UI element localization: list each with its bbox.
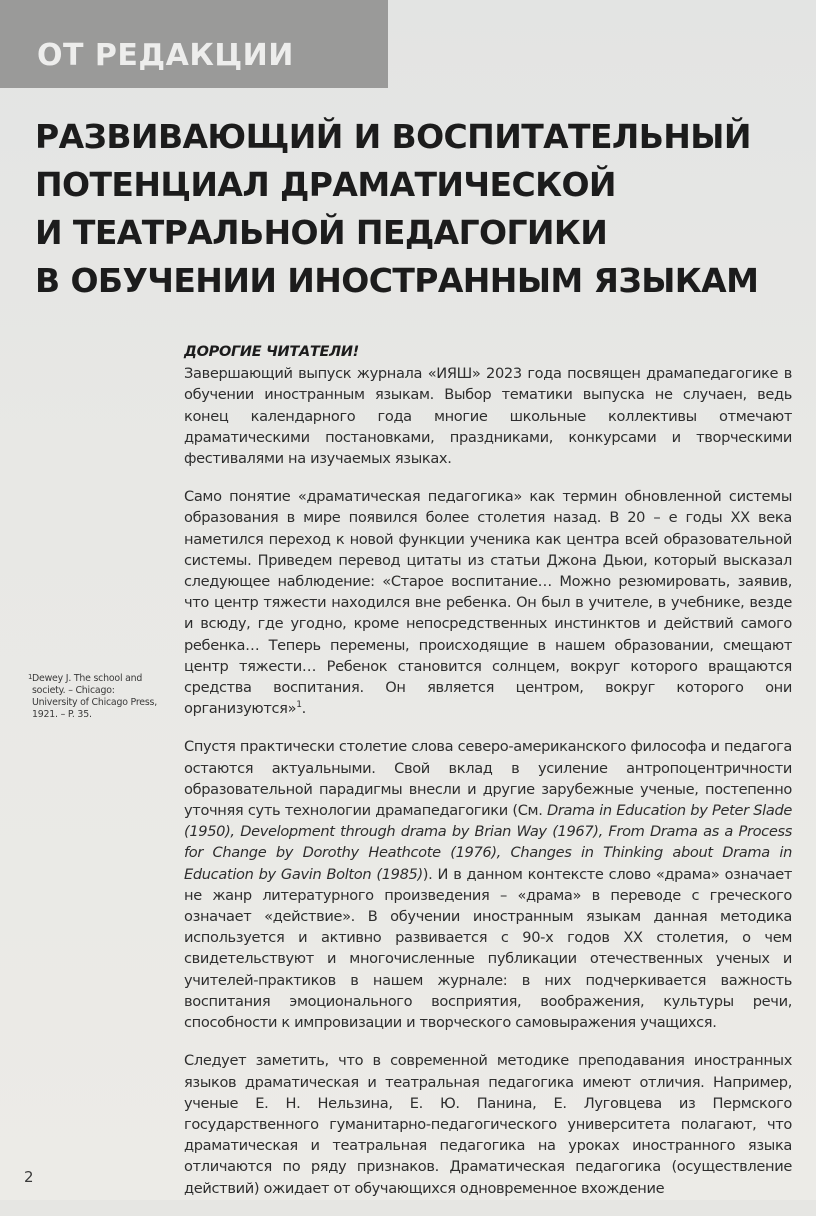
paragraph-text: Само понятие «драматическая педагогика» как термин обновленной системы образования в мире появился более столетия назад. В 20 – е годы XX века наметился переход к новой функции ученика как центра всей образовательной системы. Приведем перевод цитаты из статьи Джона Дьюи, который высказал следующее наблюдение: «Старое воспитание… Можно резюмировать, заявив, что центр тяжести находился вне ребенка. Он был в учителе, в учебнике, везде и всюду, где угодно, кроме непосредственных инстинктов и действий самого ребенка… Теперь перемены, происходящие в нашем образовании, смещают центр тяжести… Ребенок становится солнцем, вокруг которого вращаются средства воспитания. Он является центром, вокруг которого они организуются» bbox=[184, 488, 792, 718]
article-title bbox=[35, 113, 759, 305]
section-label: ОТ РЕДАКЦИИ bbox=[37, 38, 294, 73]
paragraph bbox=[184, 363, 792, 469]
title-line: В ОБУЧЕНИИ ИНОСТРАННЫМ ЯЗЫКАМ bbox=[35, 261, 759, 300]
footnote-ref[interactable]: 1 bbox=[296, 700, 302, 711]
section-banner bbox=[0, 0, 388, 88]
title-line: ПОТЕНЦИАЛ ДРАМАТИЧЕСКОЙ bbox=[35, 165, 616, 204]
article-body bbox=[184, 342, 792, 1216]
paragraph-text: Следует заметить, что в современной методике преподавания иностранных языков драматическая и театральная педагогика имеют отличия. Например, ученые Е. Н. Нельзина, Е. Ю. Панина, Е. Луговцева из Пермского государственного гуманитарно-педагогического университета полагают, что драматическая и театральная педагогика на уроках иностранного языка отличаются по ряду признаков. Драматическая педагогика (осуществление действий) ожидает от обучающихся одновременное вхождение bbox=[184, 1052, 792, 1197]
paragraph-text: Спустя практически столетие слова северо-американского философа и педагога остаются актуальными. Свой вклад в усиление антропоцентричности образовательной парадигмы внесли и другие зарубежные ученые, постепенно уточняя суть технологии драмапедагогики (См. bbox=[184, 738, 792, 820]
paragraph-text: Завершающий выпуск журнала «ИЯШ» 2023 года посвящен драмапедагогике в обучении иностранным языкам. Выбор тематики выпуска не случаен, ведь конец календарного года многие школьные коллективы отмечают драматическими постановками, праздниками, конкурсами и творческими фестивалями на изучаемых языках. bbox=[184, 365, 792, 468]
greeting: ДОРОГИЕ ЧИТАТЕЛИ! bbox=[184, 344, 359, 360]
footnote bbox=[28, 673, 157, 721]
paragraph bbox=[184, 1050, 792, 1198]
footnote-text: Dewey J. The school and society. – Chicago: University of Chicago Press, 1921. – P. 35. bbox=[32, 673, 157, 720]
page-number: 2 bbox=[24, 1168, 34, 1186]
title-line: И ТЕАТРАЛЬНОЙ ПЕДАГОГИКИ bbox=[35, 213, 608, 252]
paragraph-citation: Drama in Education by Peter Slade (1950), Development through drama by Brian Way (1967), From Drama as a Process for Change by Dorothy Heathcote (1976), Changes in Thinking about Drama in Education by Gavin Bolton (1985) bbox=[184, 802, 792, 883]
paragraph: Само понятие «драматическая педагогика» как термин обновленной системы образования в мире появился более столетия назад. В 20 – е годы XX века наметился переход к новой функции ученика как центра всей образовательной системы. Приведем перевод цитаты из статьи Джона Дьюи, который высказал следующее наблюдение: «Старое воспитание… Можно резюмировать, заявив, что центр тяжести находился вне ребенка. Он был в учителе, в учебнике, везде и всюду, где угодно, кроме непосредственных инстинктов и действий самого ребенка… Теперь перемены, происходящие в нашем образовании, смещают центр тяжести… Ребенок становится солнцем, вокруг которого вращаются средства воспитания. Он является центром, вокруг которого они организуются»$^1$. bbox=[184, 488, 792, 718]
paragraph bbox=[184, 736, 792, 1033]
footnote-mark: 1 bbox=[28, 673, 33, 681]
paragraph-text: ). И в данном контексте слово «драма» означает не жанр литературного произведения – «драма» в переводе с греческого означает «действие». В обучении иностранным языкам данная методика используется и активно развивается с 90-х годов XX столетия, о чем свидетельствуют и многочисленные публикации отечественных ученых и учителей-практиков в нашем журнале: в них подчеркивается важность воспитания эмоционального восприятия, воображения, культуры речи, способности к импровизации и творческого самовыражения учащихся. bbox=[184, 865, 792, 1032]
title-line: РАЗВИВАЮЩИЙ И ВОСПИТАТЕЛЬНЫЙ bbox=[35, 117, 751, 156]
